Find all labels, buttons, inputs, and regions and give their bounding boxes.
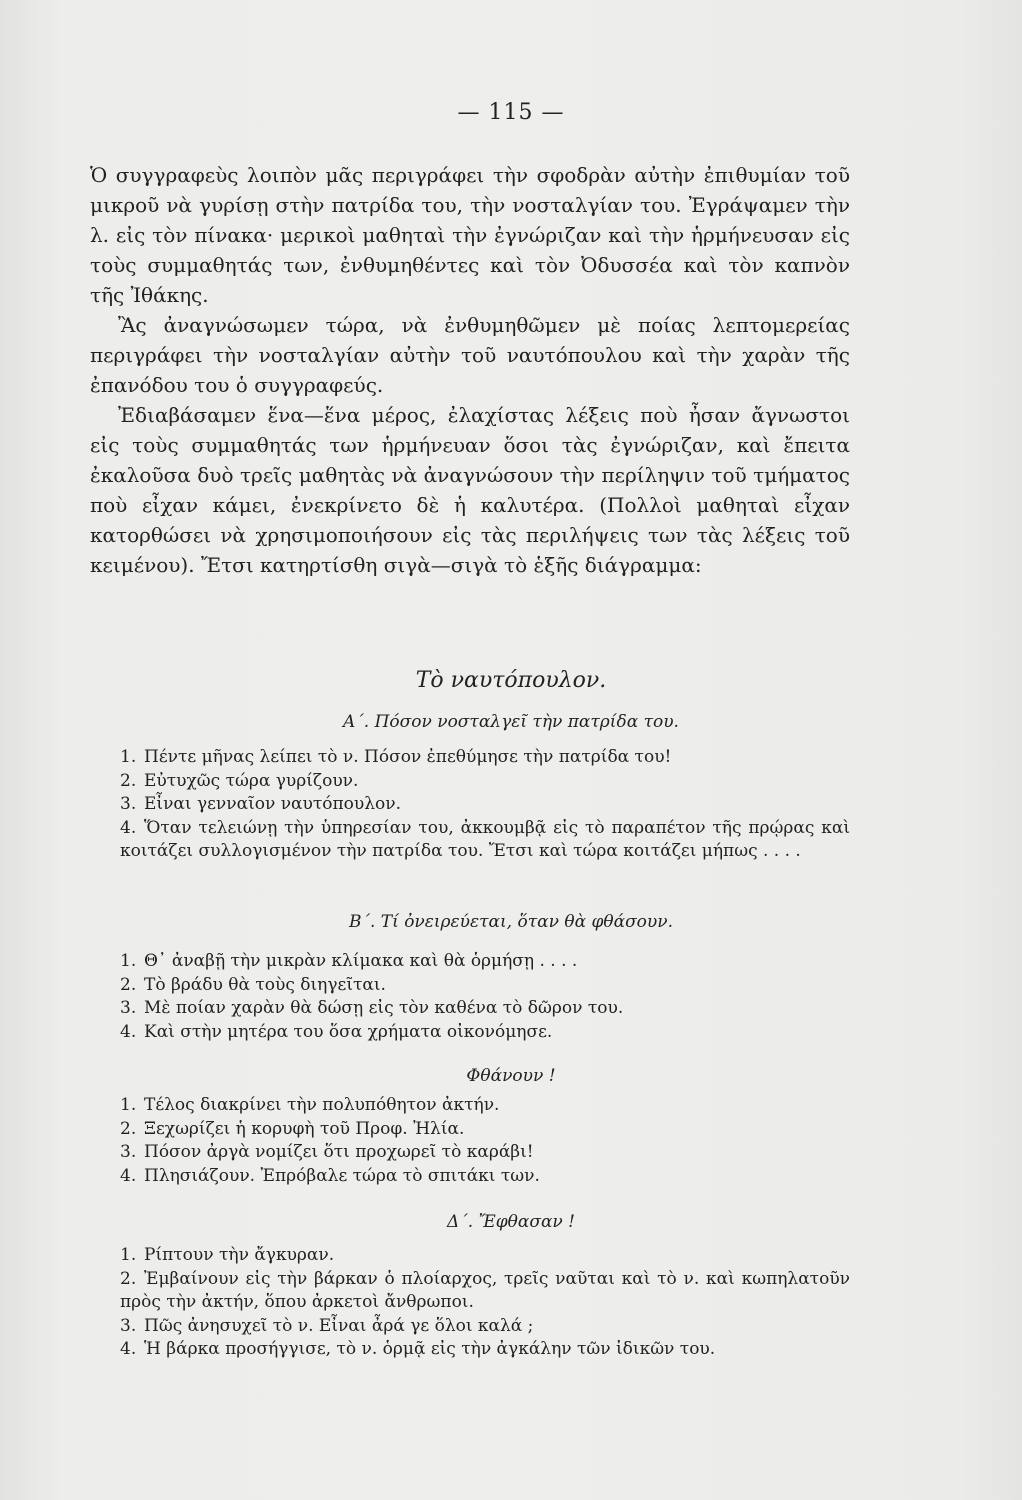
body-text (90, 160, 850, 580)
section-list-c (120, 1094, 850, 1188)
item-text: Τέλος διακρίνει τὴν πολυπόθητον ἀκτήν. (144, 1095, 500, 1115)
item-number: 1. (120, 1245, 137, 1265)
list-item (120, 974, 850, 998)
item-text: Τὸ βράδυ θὰ τοὺς διηγεῖται. (144, 974, 386, 995)
item-number: 4. (120, 1021, 137, 1042)
item-text: Πέντε μῆνας λείπει τὸ ν. Πόσον ἐπεθύμησε τὴν πατρίδα του! (144, 747, 672, 767)
item-number: 3. (120, 1142, 137, 1162)
item-text: Πῶς ἀνησυχεῖ τὸ ν. Εἶναι ἆρά γε ὅλοι καλά ; (144, 1315, 534, 1336)
item-text: Ὅταν τελειώνῃ τὴν ὑπηρεσίαν του, ἀκκουμβᾷ εἰς τὸ παραπέτον τῆς πρῴρας καὶ κοιτάζει συλλογισμένον τὴν πατρίδα του. Ἔτσι καὶ τώρα κοιτάζει μήπως . . . . (120, 817, 850, 861)
item-number: 1. (120, 1095, 137, 1115)
list-item (120, 997, 850, 1021)
list-item (120, 950, 850, 974)
page-number: — 115 — (457, 100, 565, 125)
item-text: Ρίπτουν τὴν ἄγκυραν. (144, 1245, 335, 1265)
item-number: 3. (120, 794, 137, 814)
paragraph-3: Ἐδιαβάσαμεν ἕνα—ἕνα μέρος, ἐλαχίστας λέξεις ποὺ ἦσαν ἄγνωστοι εἰς τοὺς συμμαθητάς των ἡρμήνευαν ὅσοι τὰς ἐγνώριζαν, καὶ ἔπειτα ἐκαλοῦσα δυὸ τρεῖς μαθητὰς νὰ ἀναγνώσουν τὴν περίληψιν τοῦ τμήματος ποὺ εἶχαν κάμει, ἐνεκρίνετο δὲ ἡ καλυτέρα. (Πολλοὶ μαθηταὶ εἶχαν κατορθώσει νὰ χρησιμοποιήσουν εἰς τὰς περιλήψεις των τὰς λέξεις τοῦ κειμένου). Ἔτσι κατηρτίσθη σιγὰ—σιγὰ τὸ ἑξῆς διάγραμμα: (90, 403, 850, 577)
item-number: 4. (120, 817, 137, 838)
item-number: 3. (120, 998, 137, 1018)
section-heading-b: Β΄. Τί ὀνειρεύεται, ὅταν θὰ φθάσουν. (348, 912, 673, 932)
section-list-b (120, 950, 850, 1044)
item-text: Καὶ στὴν μητέρα του ὅσα χρήματα οἰκονόμησε. (144, 1021, 553, 1042)
item-number: 4. (120, 1339, 137, 1359)
item-number: 2. (120, 974, 137, 995)
item-text: Ἡ βάρκα προσήγγισε, τὸ ν. ὁρμᾷ εἰς τὴν ἀγκάλην τῶν ἰδικῶν του. (144, 1339, 716, 1359)
section-heading-c: Φθάνουν ! (466, 1066, 556, 1086)
item-number: 2. (120, 770, 137, 791)
item-text: Εἶναι γενναῖον ναυτόπουλον. (144, 794, 401, 814)
item-text: Ἐμβαίνουν εἰς τὴν βάρκαν ὁ πλοίαρχος, τρεῖς ναῦται καὶ τὸ ν. καὶ κωπηλατοῦν πρὸς τὴν ἀκτήν, ὅπου ἀρκετοὶ ἄνθρωποι. (120, 1268, 850, 1312)
item-text: Μὲ ποίαν χαρὰν θὰ δώσῃ εἰς τὸν καθένα τὸ δῶρον του. (144, 998, 624, 1018)
item-number: 3. (120, 1315, 137, 1336)
item-text: Θ᾽ ἀναβῇ τὴν μικρὰν κλίμακα καὶ θὰ ὁρμήσῃ . . . . (144, 951, 578, 971)
item-text: Πλησιάζουν. Ἐπρόβαλε τώρα τὸ σπιτάκι των. (144, 1165, 540, 1186)
list-item (120, 1338, 850, 1362)
item-number: 1. (120, 747, 137, 767)
list-item (120, 1118, 850, 1142)
list-item (120, 1315, 850, 1339)
list-item (120, 1244, 850, 1268)
item-text: Πόσον ἀργὰ νομίζει ὅτι προχωρεῖ τὸ καράβι! (144, 1142, 534, 1162)
item-text: Εὐτυχῶς τώρα γυρίζουν. (144, 770, 359, 791)
paragraph-1: Ὁ συγγραφεὺς λοιπὸν μᾶς περιγράφει τὴν σφοδρὰν αὐτὴν ἐπιθυμίαν τοῦ μικροῦ νὰ γυρίσῃ στὴν πατρίδα του, τὴν νοσταλγίαν του. Ἐγράψαμεν τὴν λ. εἰς τὸν πίνακα· μερικοὶ μαθηταὶ τὴν ἐγνώριζαν καὶ τὴν ἡρμήνευσαν εἰς τοὺς συμμαθητάς των, ἐνθυμηθέντες καὶ τὸν Ὀδυσσέα καὶ τὸν καπνὸν τῆς Ἰθάκης. (90, 163, 850, 307)
section-heading-a: Α΄. Πόσον νοσταλγεῖ τὴν πατρίδα του. (343, 712, 679, 732)
section-list-d (120, 1244, 850, 1362)
list-item (120, 817, 850, 864)
item-number: 2. (120, 1268, 137, 1289)
item-number: 1. (120, 951, 137, 971)
outline-title: Τὸ ναυτόπουλον. (415, 668, 607, 693)
list-item (120, 1268, 850, 1315)
section-list-a (120, 746, 850, 864)
list-item (120, 1021, 850, 1045)
list-item (120, 1094, 850, 1118)
item-number: 4. (120, 1165, 137, 1186)
item-number: 2. (120, 1118, 137, 1139)
paragraph-2: Ἂς ἀναγνώσωμεν τώρα, νὰ ἐνθυμηθῶμεν μὲ ποίας λεπτομερείας περιγράφει τὴν νοσταλγίαν αὐτὴν τοῦ ναυτόπουλου καὶ τὴν χαρὰν τῆς ἐπανόδου του ὁ συγγραφεύς. (90, 313, 850, 397)
list-item (120, 793, 850, 817)
list-item (120, 1165, 850, 1189)
list-item (120, 770, 850, 794)
section-heading-d: Δ΄. Ἔφθασαν ! (447, 1212, 575, 1232)
list-item (120, 1141, 850, 1165)
item-text: Ξεχωρίζει ἡ κορυφὴ τοῦ Προφ. Ἠλία. (144, 1118, 465, 1139)
list-item (120, 746, 850, 770)
